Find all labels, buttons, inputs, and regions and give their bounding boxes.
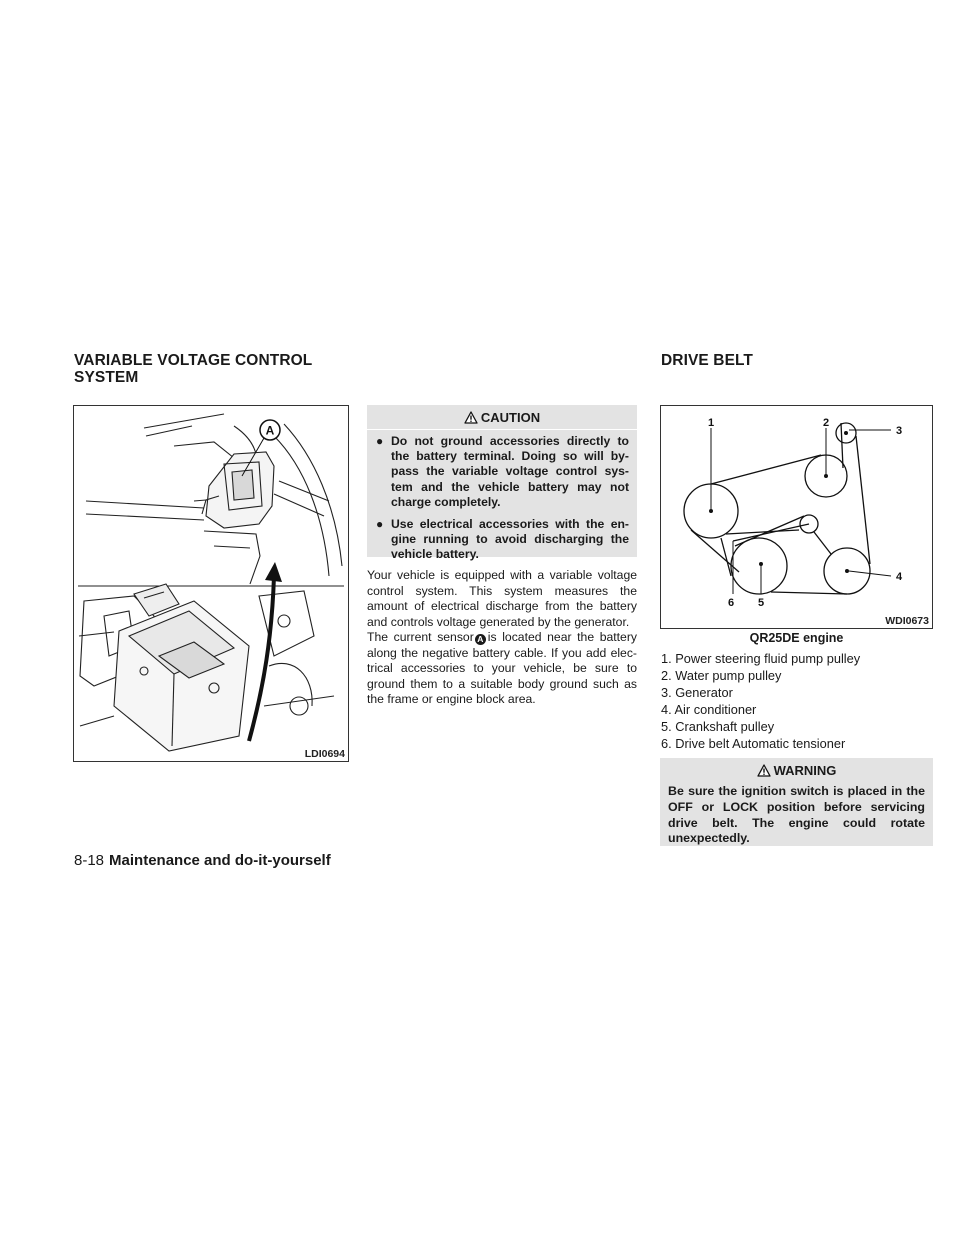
page-number: 8-18 [74,852,105,869]
list-item: 1. Power steering fluid pump pulley [661,651,861,666]
section-title-vvcs [74,352,312,386]
callout-a-badge: A [475,634,486,645]
pulley-label-2: 2 [822,417,830,429]
list-item [375,434,629,510]
caution-heading-text: CAUTION [480,409,541,425]
page-footer [74,852,331,870]
section-title-line: VARIABLE VOLTAGE CONTROL [74,352,313,369]
list-item: 2. Water pump pulley [661,668,782,683]
paragraph-text: is located near the battery along the negative battery cable. If you add elec-trical accessories to your vehicle, be sure to ground them to a suitable body ground such as the frame or engine block area. [367,630,637,706]
paragraph-text: The current sensor [367,630,474,644]
caution-item-text: Use electrical accessories with the en-gine running to avoid discharging the vehicle battery. [391,517,629,562]
section-title-drive-belt: DRIVE BELT [661,352,753,369]
list-item [375,517,629,563]
battery-illustration [74,406,347,760]
chapter-title: Maintenance and do-it-yourself [109,852,331,869]
warning-triangle-icon [757,764,771,777]
body-paragraph-2 [367,630,637,708]
drive-belt-figure [660,405,933,629]
warning-triangle-icon [464,411,478,424]
warning-heading [660,758,933,782]
list-item: 3. Generator [661,685,733,700]
pulley-label-4: 4 [896,571,903,583]
pulley-label-5: 5 [757,597,765,609]
warning-box [660,758,933,846]
body-paragraph-1: Your vehicle is equipped with a variable voltage control system. This system measures the amount of electrical discharge from the battery and controls voltage generated by the generator. [367,568,637,629]
caution-box [367,405,637,562]
list-item: 6. Drive belt Automatic tensioner [661,736,846,751]
section-title-line: SYSTEM [74,369,139,386]
caution-item-text: Do not ground accessories directly to the battery terminal. Doing so will by-pass the variable voltage control sys-tem and the vehicle battery may not charge completely. [391,434,629,509]
caution-heading [367,405,637,430]
figure-caption: QR25DE engine [749,631,844,645]
bullet-icon: ● [376,517,384,532]
list-item: 5. Crankshaft pulley [661,719,775,734]
warning-heading-text: WARNING [773,762,837,778]
warning-text: Be sure the ignition switch is placed in the OFF or LOCK position before servicing drive belt. The engine could rotate unexpectedly. [668,784,925,846]
drive-belt-diagram [661,406,931,627]
list-item: 4. Air conditioner [661,702,757,717]
bullet-icon: ● [376,434,384,448]
pulley-label-1: 1 [707,417,715,429]
battery-figure [73,405,349,762]
caution-list [367,434,637,563]
pulley-label-6: 6 [727,597,735,609]
pulley-list [661,650,860,752]
figure-code: LDI0694 [304,748,345,760]
figure-code: WDI0673 [885,615,929,627]
callout-a-label: A [265,423,275,438]
pulley-label-3: 3 [896,425,903,437]
